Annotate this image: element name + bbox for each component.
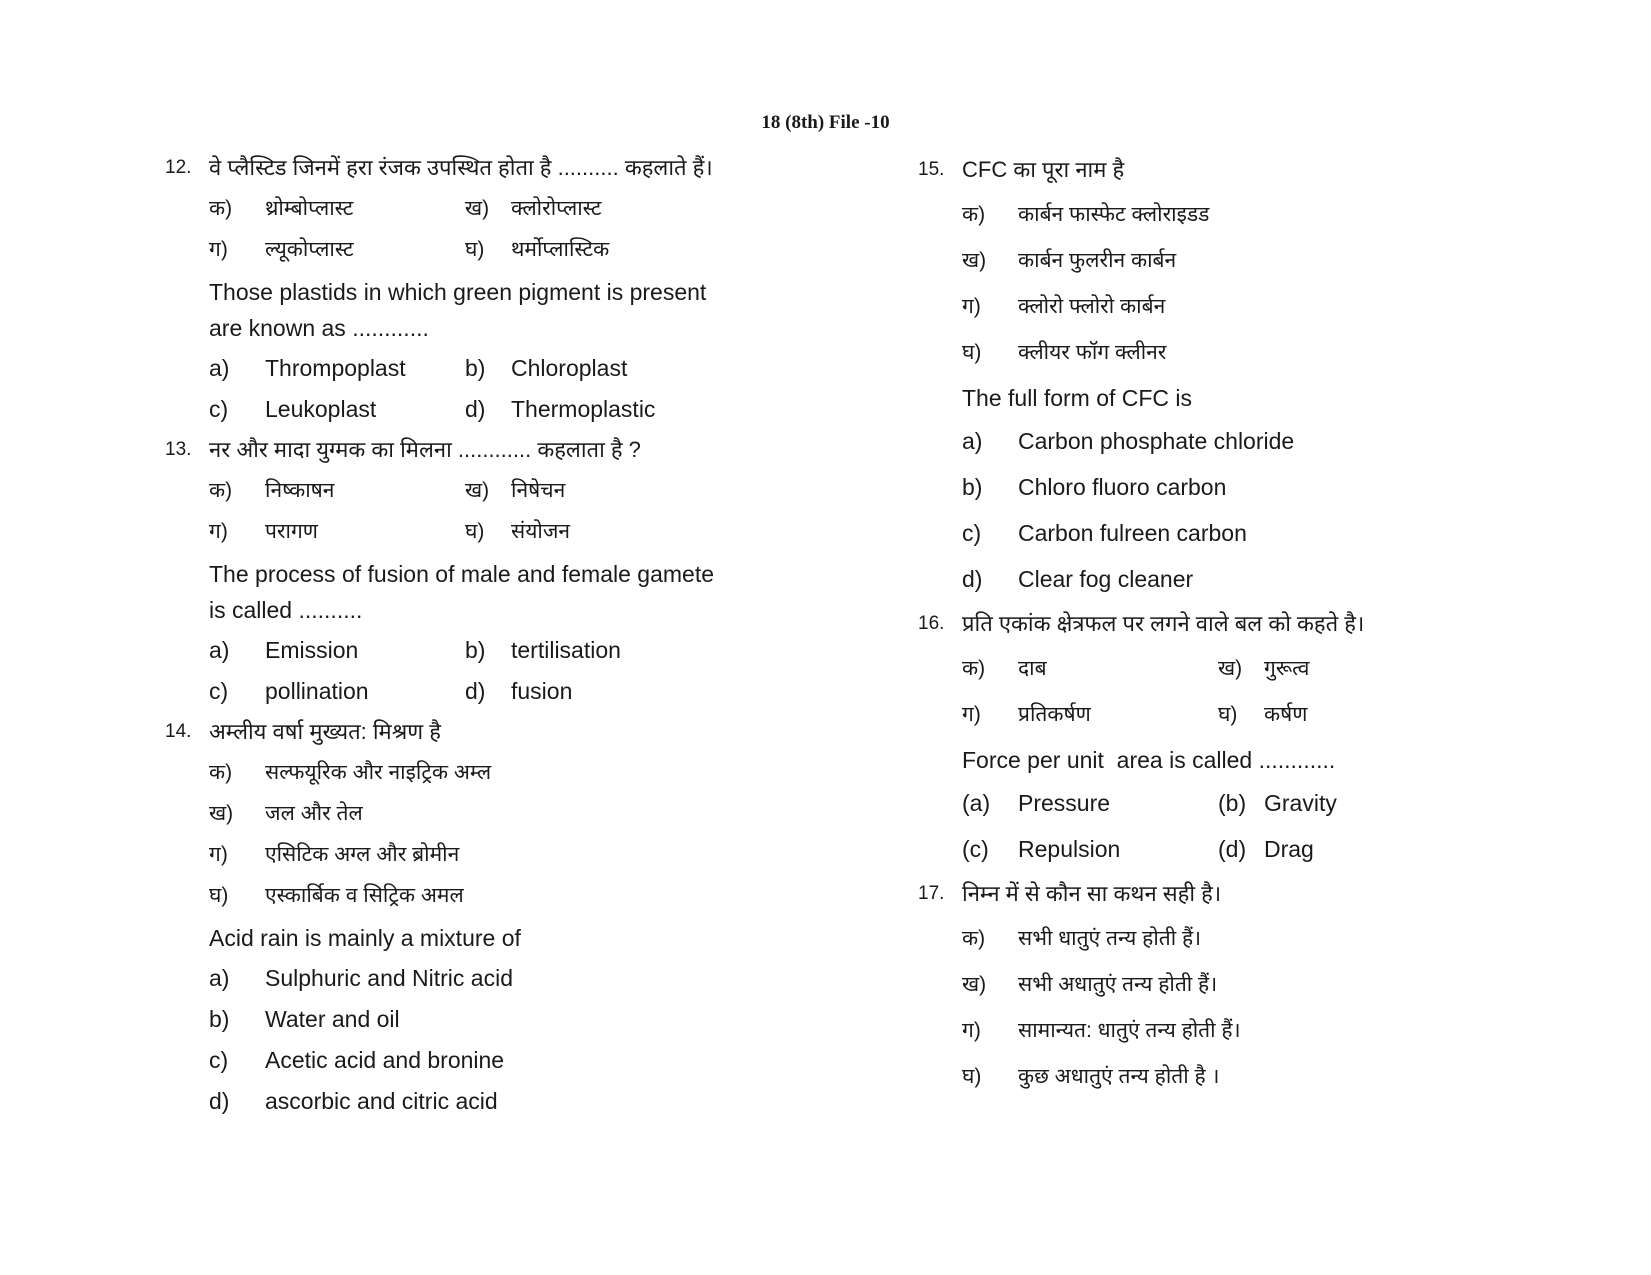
option-b [1218, 646, 1309, 692]
option-c [209, 671, 465, 712]
option-text: fusion [511, 678, 573, 704]
option-text: सभी अधातुएं तन्य होती हैं। [1018, 973, 1218, 996]
question-16-hindi [918, 602, 1618, 646]
option-label: ख) [209, 802, 234, 825]
question-12 [165, 148, 865, 430]
question-text-line: are known as ............ [209, 315, 429, 341]
option-b [209, 793, 865, 834]
option-d [962, 330, 1618, 376]
question-15-english [962, 380, 1618, 416]
option-label: a) [209, 965, 230, 991]
option-b [465, 630, 621, 671]
question-15-hindi [918, 148, 1618, 192]
option-c [962, 510, 1618, 556]
option-a [962, 780, 1218, 826]
option-text: कर्षण [1264, 703, 1308, 726]
option-label: ख) [465, 479, 490, 502]
option-label: ख) [962, 249, 987, 272]
option-label: ग) [209, 238, 228, 261]
question-number: 13. [165, 439, 192, 460]
option-a [962, 646, 1218, 692]
option-text: सामान्यत: धातुएं तन्य होती हैं। [1018, 1019, 1241, 1042]
option-label: घ) [1218, 703, 1238, 726]
options-row [962, 692, 1618, 738]
question-text: अम्लीय वर्षा मुख्यत: मिश्रण है [209, 719, 441, 744]
option-d [1218, 826, 1314, 872]
option-c [209, 511, 465, 552]
option-text: ascorbic and citric acid [265, 1088, 498, 1114]
option-b [962, 238, 1618, 284]
page-header: 18 (8th) File -10 [761, 112, 890, 133]
options-row [209, 348, 865, 389]
option-text: क्लोरोप्लास्ट [511, 197, 602, 220]
question-13-english [209, 556, 865, 628]
option-label: a) [209, 355, 230, 381]
option-d [209, 875, 865, 916]
option-a [209, 958, 865, 999]
question-text: प्रति एकांक क्षेत्रफल पर लगने वाले बल को कहते है। [962, 611, 1365, 636]
question-text-line: The process of fusion of male and female gamete [209, 561, 715, 587]
option-text: Drag [1264, 836, 1314, 862]
option-c [962, 692, 1218, 738]
option-a [209, 348, 465, 389]
option-text: एसिटिक अग्ल और ब्रोमीन [265, 843, 460, 866]
option-d [962, 556, 1618, 602]
option-text: परागण [265, 520, 318, 543]
option-text: प्रतिकर्षण [1018, 703, 1091, 726]
options-row [962, 780, 1618, 826]
question-text: नर और मादा युग्मक का मिलना ............ कहलाता है ? [209, 437, 641, 462]
option-label: b) [465, 355, 486, 381]
option-text: थर्मोप्लास्टिक [511, 238, 610, 261]
question-text: वे प्लैस्टिड जिनमें हरा रंजक उपस्थित होता है .......... कहलाते हैं। [209, 155, 713, 180]
question-number: 16. [918, 613, 945, 634]
option-label: c) [209, 678, 229, 704]
option-text: Thrompoplast [265, 355, 406, 381]
option-text: क्लोरो फ्लोरो कार्बन [1018, 295, 1166, 318]
option-a [962, 192, 1618, 238]
options-row [209, 470, 865, 511]
right-column [918, 148, 1618, 1100]
option-text: सल्फयूरिक और नाइट्रिक अम्ल [265, 761, 492, 784]
option-label: घ) [209, 884, 229, 907]
option-a [962, 916, 1618, 962]
option-label: (c) [962, 836, 989, 862]
option-c [962, 284, 1618, 330]
option-label: ग) [962, 295, 981, 318]
option-label: ग) [962, 703, 981, 726]
left-column [165, 148, 865, 1122]
option-c [209, 229, 465, 270]
option-label: ग) [209, 520, 228, 543]
question-17 [918, 872, 1618, 1100]
option-d [1218, 692, 1307, 738]
options-row [962, 646, 1618, 692]
option-label: c) [962, 520, 982, 546]
option-label: घ) [465, 238, 485, 261]
option-text: एस्कार्बिक व सिट्रिक अमल [265, 884, 464, 907]
option-text: निषेचन [511, 479, 566, 502]
question-text-line: Force per unit area is called ............ [962, 747, 1336, 773]
option-text: सभी धातुएं तन्य होती हैं। [1018, 927, 1202, 950]
option-label: (b) [1218, 790, 1247, 816]
option-text: Acetic acid and bronine [265, 1047, 505, 1073]
option-text: pollination [265, 678, 369, 704]
option-text: Chloroplast [511, 355, 628, 381]
question-number: 12. [165, 157, 192, 178]
option-text: गुरूत्व [1264, 657, 1310, 680]
option-label: ग) [209, 843, 228, 866]
option-text: Chloro fluoro carbon [1018, 474, 1227, 500]
option-label: (d) [1218, 836, 1247, 862]
option-d [209, 1081, 865, 1122]
option-b [465, 348, 627, 389]
option-label: क) [209, 197, 233, 220]
question-12-english [209, 274, 865, 346]
option-text: Sulphuric and Nitric acid [265, 965, 514, 991]
option-label: ख) [465, 197, 490, 220]
option-label: घ) [962, 341, 982, 364]
option-label: क) [962, 927, 986, 950]
option-b [962, 962, 1618, 1008]
option-label: a) [962, 428, 983, 454]
option-c [209, 834, 865, 875]
option-label: d) [465, 678, 486, 704]
question-number: 14. [165, 721, 192, 742]
option-c [962, 826, 1218, 872]
options-row [209, 229, 865, 270]
question-13-hindi [165, 430, 865, 470]
option-a [209, 188, 465, 229]
option-text: संयोजन [511, 520, 571, 543]
option-text: Thermoplastic [511, 396, 656, 422]
option-label: घ) [962, 1065, 982, 1088]
question-16-english [962, 742, 1618, 778]
option-label: ग) [962, 1019, 981, 1042]
option-label: क) [962, 203, 986, 226]
option-b [209, 999, 865, 1040]
option-text: थ्रोम्बोप्लास्ट [265, 197, 354, 220]
option-d [465, 671, 572, 712]
option-label: d) [209, 1088, 230, 1114]
option-d [465, 389, 655, 430]
option-label: c) [209, 1047, 229, 1073]
option-label: b) [209, 1006, 230, 1032]
option-label: a) [209, 637, 230, 663]
options-row [209, 389, 865, 430]
options-row [962, 826, 1618, 872]
option-label: (a) [962, 790, 991, 816]
option-label: b) [465, 637, 486, 663]
option-text: कार्बन फास्फेट क्लोराइडड [1018, 203, 1210, 226]
question-13 [165, 430, 865, 712]
option-text: tertilisation [511, 637, 621, 663]
option-a [209, 630, 465, 671]
option-text: Carbon fulreen carbon [1018, 520, 1247, 546]
options-row [209, 671, 865, 712]
option-text: Pressure [1018, 790, 1111, 816]
option-label: क) [962, 657, 986, 680]
question-text-line: Acid rain is mainly a mixture of [209, 925, 521, 951]
option-label: ख) [1218, 657, 1243, 680]
option-b [962, 464, 1618, 510]
option-text: कुछ अधातुएं तन्य होती है । [1018, 1065, 1220, 1088]
option-c [209, 1040, 865, 1081]
question-text: CFC का पूरा नाम है [962, 157, 1125, 182]
option-a [962, 418, 1618, 464]
option-text: Gravity [1264, 790, 1337, 816]
option-text: दाब [1018, 657, 1047, 680]
option-label: b) [962, 474, 983, 500]
option-text: Clear fog cleaner [1018, 566, 1194, 592]
question-number: 17. [918, 883, 945, 904]
option-text: क्लीयर फॉग क्लीनर [1018, 341, 1167, 364]
option-text: Leukoplast [265, 396, 377, 422]
question-14-english [209, 920, 865, 956]
option-a [209, 752, 865, 793]
question-text: निम्न में से कौन सा कथन सही है। [962, 881, 1222, 906]
option-label: क) [209, 761, 233, 784]
option-text: निष्काषन [265, 479, 335, 502]
option-text: Emission [265, 637, 359, 663]
question-number: 15. [918, 159, 945, 180]
option-text: Repulsion [1018, 836, 1121, 862]
option-b [1218, 780, 1337, 826]
options-row [209, 511, 865, 552]
question-12-hindi [165, 148, 865, 188]
options-row [209, 630, 865, 671]
question-14 [165, 712, 865, 1122]
option-d [962, 1054, 1618, 1100]
option-label: क) [209, 479, 233, 502]
question-15 [918, 148, 1618, 602]
question-text-line: Those plastids in which green pigment is present [209, 279, 707, 305]
question-17-hindi [918, 872, 1618, 916]
option-d [465, 511, 570, 552]
question-14-hindi [165, 712, 865, 752]
option-label: c) [209, 396, 229, 422]
option-label: d) [465, 396, 486, 422]
option-text: ल्यूकोप्लास्ट [265, 238, 354, 261]
options-row [209, 188, 865, 229]
question-text-line: is called .......... [209, 597, 363, 623]
option-label: घ) [465, 520, 485, 543]
question-text-line: The full form of CFC is [962, 385, 1193, 411]
option-text: जल और तेल [265, 802, 363, 825]
option-text: Carbon phosphate chloride [1018, 428, 1295, 454]
option-text: कार्बन फुलरीन कार्बन [1018, 249, 1177, 272]
option-a [209, 470, 465, 511]
option-b [465, 470, 565, 511]
option-d [465, 229, 609, 270]
option-text: Water and oil [265, 1006, 400, 1032]
option-label: d) [962, 566, 983, 592]
option-c [962, 1008, 1618, 1054]
option-label: ख) [962, 973, 987, 996]
option-c [209, 389, 465, 430]
question-16 [918, 602, 1618, 872]
option-b [465, 188, 601, 229]
